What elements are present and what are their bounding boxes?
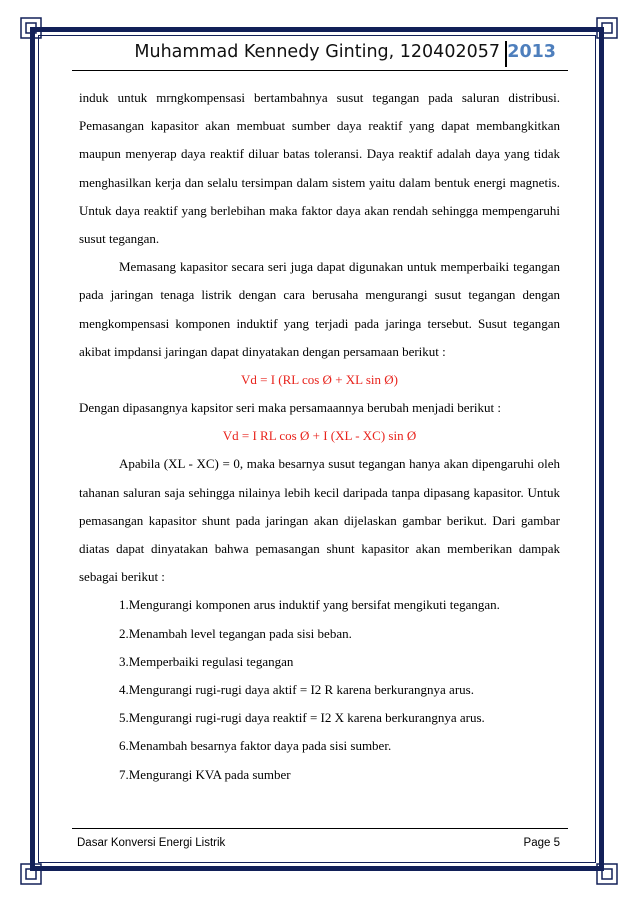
page-number: Page 5 xyxy=(523,837,560,849)
paragraph-line: menghasilkan kerja dan selalu tersimpan dalam sistem yaitu dalam bentuk energi magnetis. xyxy=(79,174,560,190)
paragraph-line: Memasang kapasitor secara seri juga dapat digunakan untuk memperbaiki tegangan xyxy=(119,259,560,275)
header-author: Muhammad Kennedy Ginting, 120402057 xyxy=(134,42,500,62)
corner-ornament-icon xyxy=(20,863,42,885)
list-item: 1.Mengurangi komponen arus induktif yang bersifat mengikuti tegangan. xyxy=(119,597,500,613)
list-item: 3.Memperbaiki regulasi tegangan xyxy=(119,653,294,669)
page-header xyxy=(72,40,568,71)
list-item: 2.Menambah level tegangan pada sisi beban. xyxy=(119,625,352,641)
header-year: 2013 xyxy=(507,42,556,62)
paragraph-line: tahanan saluran saja sehingga nilainya lebih kecil daripada tanpa dipasang kapasitor. Untuk xyxy=(79,484,560,500)
equation-1: Vd = I (RL cos Ø + XL sin Ø) xyxy=(240,371,399,387)
paragraph-line: maupun menyerap daya reaktif diluar batas toleransi. Daya reaktif adalah daya yang tidak xyxy=(79,146,560,162)
footer-title: Dasar Konversi Energi Listrik xyxy=(77,837,226,849)
paragraph-line: akibat impdansi jaringan dapat dinyatakan dengan persamaan berikut : xyxy=(79,343,446,359)
list-item: 4.Mengurangi rugi-rugi daya aktif = I2 R karena berkurangnya arus. xyxy=(119,681,474,697)
paragraph-line: susut tegangan. xyxy=(79,230,160,246)
list-item: 7.Mengurangi KVA pada sumber xyxy=(119,766,291,782)
paragraph-line: induk untuk mrngkompensasi bertambahnya susut tegangan pada saluran distribusi. xyxy=(79,90,560,105)
document-body xyxy=(79,84,560,789)
corner-ornament-icon xyxy=(596,863,618,885)
paragraph-line: pemasangan kapasitor shunt pada jaringan akan dijelaskan gambar berikut. Dari gambar xyxy=(79,512,560,528)
paragraph-line: pada jaringan tenaga listrik dengan cara berusaha mengurangi susut tegangan dengan xyxy=(79,287,560,303)
paragraph-line: sebagai berikut : xyxy=(79,569,165,585)
page-footer xyxy=(72,828,568,851)
corner-ornament-icon xyxy=(596,17,618,39)
paragraph-line: Dengan dipasangnya kapsitor seri maka persamaannya berubah menjadi berikut : xyxy=(79,400,501,416)
list-item: 5.Mengurangi rugi-rugi daya reaktif = I2 X karena berkurangnya arus. xyxy=(119,710,485,726)
paragraph-line: mengkompensasi komponen induktif yang terjadi pada jaringa tersebut. Susut tegangan xyxy=(79,315,560,331)
paragraph-line: diatas dapat dinyatakan bahwa pemasangan shunt kapasitor akan memberikan dampak xyxy=(79,541,560,556)
paragraph-line: Apabila (XL - XC) = 0, maka besarnya susut tegangan hanya akan dipengaruhi oleh xyxy=(119,456,560,472)
paragraph-line: Untuk daya reaktif yang berlebihan maka faktor daya akan rendah sehingga mempengaruhi xyxy=(79,202,560,218)
paragraph-line: Pemasangan kapasitor akan membuat sumber daya reaktif yang dapat membangkitkan xyxy=(79,118,560,134)
equation-2: Vd = I RL cos Ø + I (XL - XC) sin Ø xyxy=(222,428,417,444)
list-item: 6.Menambah besarnya faktor daya pada sisi sumber. xyxy=(119,738,392,754)
corner-ornament-icon xyxy=(20,17,42,39)
